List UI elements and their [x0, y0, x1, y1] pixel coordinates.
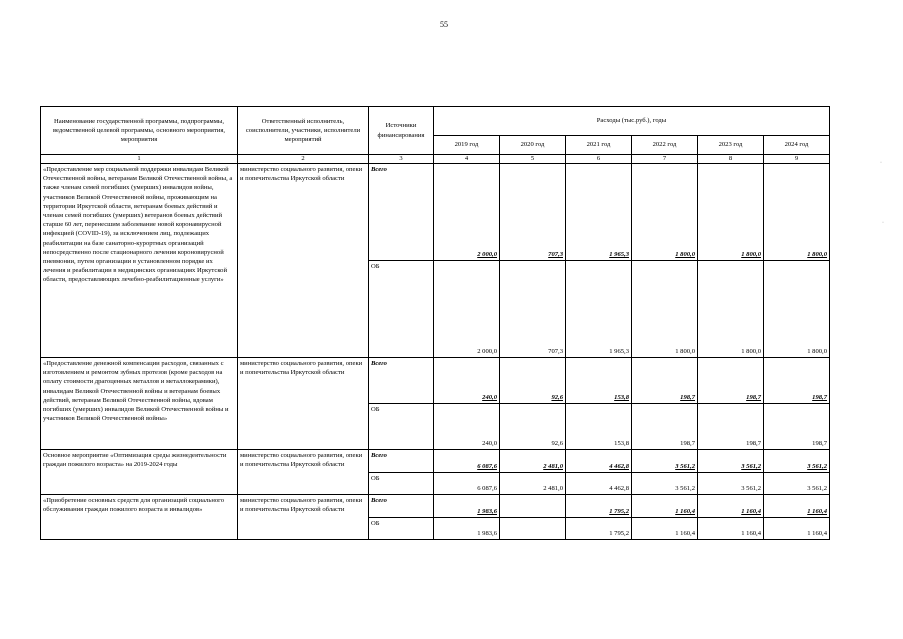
executor-name: министерство социального развития, опеки и попечительства Иркутской области — [238, 358, 369, 450]
executor-name: министерство социального развития, опеки и попечительства Иркутской области — [238, 164, 369, 358]
total-value: 1 965,3 — [566, 164, 632, 261]
total-value: 3 561,2 — [632, 450, 698, 473]
total-value: 153,8 — [566, 358, 632, 404]
total-value: 1 800,0 — [632, 164, 698, 261]
header-year: 2019 год — [434, 136, 500, 155]
ob-value: 1 800,0 — [698, 261, 764, 358]
total-value: 3 561,2 — [698, 450, 764, 473]
ob-value: 153,8 — [566, 404, 632, 450]
source-total-label: Всего — [369, 495, 434, 518]
total-value: 198,7 — [698, 358, 764, 404]
source-ob-label: ОБ — [369, 473, 434, 495]
total-value: 2 481,0 — [500, 450, 566, 473]
scan-speck: · — [882, 220, 884, 226]
ob-value: 92,6 — [500, 404, 566, 450]
source-ob-label: ОБ — [369, 261, 434, 358]
ob-value: 1 160,4 — [632, 518, 698, 540]
total-value: 198,7 — [632, 358, 698, 404]
column-number: 9 — [764, 155, 830, 164]
total-value: 198,7 — [764, 358, 830, 404]
total-value: 707,3 — [500, 164, 566, 261]
ob-value: 6 087,6 — [434, 473, 500, 495]
source-ob-label: ОБ — [369, 404, 434, 450]
column-number: 6 — [566, 155, 632, 164]
column-number: 2 — [238, 155, 369, 164]
source-ob-label: ОБ — [369, 518, 434, 540]
total-value: 1 983,6 — [434, 495, 500, 518]
activity-name: «Предоставление денежной компенсации расходов, связанных с изготовлением и ремонтом зубных протезов (кроме расходов на оплату стоимости драгоценных металлов и металлокерамики), инвалидам Великой Отечественной войны и ветеранам боевых действий, ветеранам Великой Отечественной войны, вдовам погибших (умерших) инвалидов Великой Отечественной войны и участников Великой Отечественной войны» — [41, 358, 238, 450]
ob-value: 1 160,4 — [764, 518, 830, 540]
total-value: 3 561,2 — [764, 450, 830, 473]
header-year: 2023 год — [698, 136, 764, 155]
header-row — [41, 107, 830, 136]
scan-speck: · — [880, 160, 882, 166]
expenses-table — [40, 106, 830, 540]
executor-name: министерство социального развития, опеки и попечительства Иркутской области — [238, 495, 369, 540]
source-total-label: Всего — [369, 164, 434, 261]
ob-value: 707,3 — [500, 261, 566, 358]
ob-value: 1 160,4 — [698, 518, 764, 540]
ob-value — [500, 518, 566, 540]
executor-name: министерство социального развития, опеки и попечительства Иркутской области — [238, 450, 369, 495]
ob-value: 1 800,0 — [632, 261, 698, 358]
column-number: 4 — [434, 155, 500, 164]
ob-value: 1 795,2 — [566, 518, 632, 540]
total-value: 4 462,8 — [566, 450, 632, 473]
header-year: 2020 год — [500, 136, 566, 155]
column-number: 7 — [632, 155, 698, 164]
total-value: 1 160,4 — [632, 495, 698, 518]
table-row — [41, 164, 830, 261]
ob-value: 3 561,2 — [632, 473, 698, 495]
source-total-label: Всего — [369, 358, 434, 404]
total-value: 2 000,0 — [434, 164, 500, 261]
ob-value: 198,7 — [698, 404, 764, 450]
total-value: 1 160,4 — [764, 495, 830, 518]
ob-value: 198,7 — [632, 404, 698, 450]
header-year: 2021 год — [566, 136, 632, 155]
total-value: 6 087,6 — [434, 450, 500, 473]
header-executor: Ответственный исполнитель, соисполнители, участники, исполнители мероприятий — [238, 107, 369, 155]
table-row — [41, 450, 830, 473]
ob-value: 2 000,0 — [434, 261, 500, 358]
total-value: 92,6 — [500, 358, 566, 404]
table-row — [41, 358, 830, 404]
total-value: 1 795,2 — [566, 495, 632, 518]
total-value: 240,0 — [434, 358, 500, 404]
ob-value: 1 983,6 — [434, 518, 500, 540]
header-year: 2022 год — [632, 136, 698, 155]
column-numbers-row — [41, 155, 830, 164]
page-number: 55 — [440, 20, 448, 29]
column-number: 1 — [41, 155, 238, 164]
source-total-label: Всего — [369, 450, 434, 473]
total-value — [500, 495, 566, 518]
total-value: 1 800,0 — [698, 164, 764, 261]
column-number: 3 — [369, 155, 434, 164]
ob-value: 240,0 — [434, 404, 500, 450]
ob-value: 1 965,3 — [566, 261, 632, 358]
header-source: Источники финансирования — [369, 107, 434, 155]
header-year: 2024 год — [764, 136, 830, 155]
column-number: 5 — [500, 155, 566, 164]
total-value: 1 160,4 — [698, 495, 764, 518]
ob-value: 3 561,2 — [698, 473, 764, 495]
ob-value: 4 462,8 — [566, 473, 632, 495]
table-row — [41, 495, 830, 518]
column-number: 8 — [698, 155, 764, 164]
total-value: 1 800,0 — [764, 164, 830, 261]
ob-value: 198,7 — [764, 404, 830, 450]
header-expenses: Расходы (тыс.руб.), годы — [434, 107, 830, 136]
activity-name: «Предоставление мер социальной поддержки инвалидам Великой Отечественной войны, ветеранам Великой Отечественной войны, а также членам семей погибших (умерших) инвалидов войны, участников Великой Отечественной войны, проживающим на территории Иркутской области, ветеранам боевых действий и членам семей погибших (умерших) ветеранов боевых действий старше 60 лет, перенесшим заболевание новой коронавирусной инфекцией (COVID-19), за исключением лиц, подлежащих реабилитации на базе санаторно-курортных организаций непосредственно после стационарного лечения короновирусной пневмонии, путем организации в установленном порядке их лечения и реабилитации в медицинских организациях Иркутской области, предоставляющих лечебно-реабилитационные услуги» — [41, 164, 238, 358]
header-name: Наименование государственной программы, подпрограммы, ведомственной целевой программы, основного мероприятия, мероприятия — [41, 107, 238, 155]
activity-name: Основное мероприятие «Оптимизация среды жизнедеятельности граждан пожилого возраста» на 2019-2024 годы — [41, 450, 238, 495]
ob-value: 2 481,0 — [500, 473, 566, 495]
ob-value: 3 561,2 — [764, 473, 830, 495]
ob-value: 1 800,0 — [764, 261, 830, 358]
activity-name: «Приобретение основных средств для организаций социального обслуживания граждан пожилого возраста и инвалидов» — [41, 495, 238, 540]
